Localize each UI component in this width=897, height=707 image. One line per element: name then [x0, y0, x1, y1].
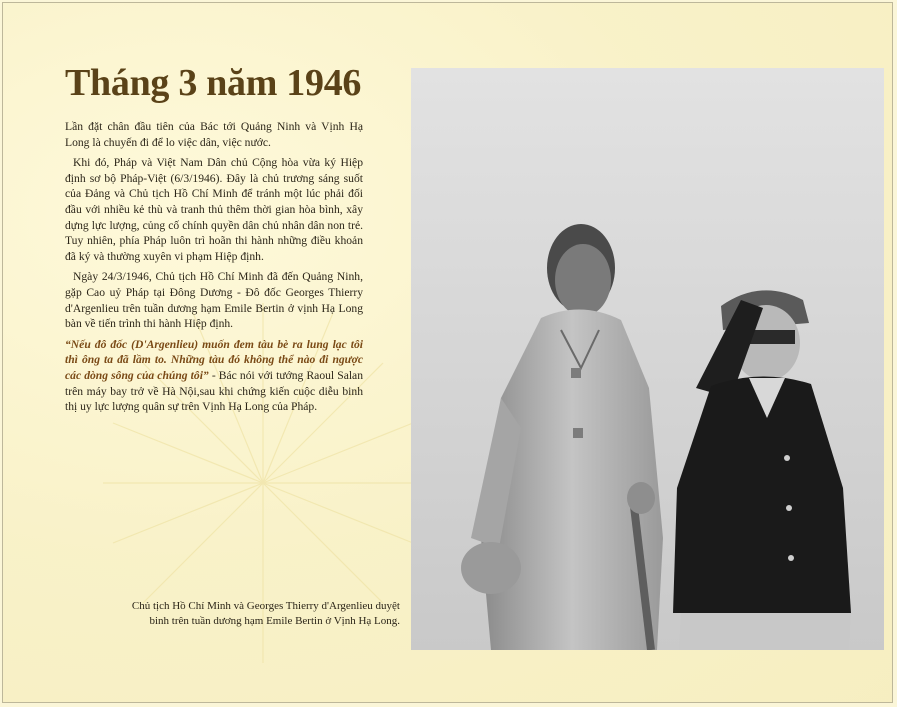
- paragraph-quote: [65, 337, 363, 415]
- page-title: Tháng 3 năm 1946: [65, 62, 362, 104]
- historical-photo: [411, 68, 884, 650]
- quote-attribution: - Bác nói với tướng Raoul Salan trên máy bay trở về Hà Nội,sau khi chứng kiến cuộc diễu binh thị uy lực lượng quân sự trên Vịnh Hạ Long của Pháp.: [65, 368, 364, 414]
- paragraph-intro: Lần đặt chân đầu tiên của Bác tới Quảng Ninh và Vịnh Hạ Long là chuyến đi để lo việc dân, việc nước.: [65, 120, 363, 149]
- paragraph-context: Khi đó, Pháp và Việt Nam Dân chủ Cộng hòa vừa ký Hiệp định sơ bộ Pháp-Việt (6/3/1946). Đây là chủ trương sáng suốt của Đảng và Chủ tịch Hồ Chí Minh để tránh một lúc phải đối đầu với nhiều kẻ thù và tranh thủ thêm thời gian hòa bình, xây dựng lực lượng, củng cố chính quyền dân chủ nhân dân non trẻ. Tuy nhiên, phía Pháp luôn trì hoãn thi hành những điều khoản đã ký và thường xuyên vi phạm Hiệp định.: [65, 156, 363, 263]
- quote-text: “Nếu đô đốc (D'Argenlieu) muốn đem tàu bè ra lung lạc tôi thì ông ta đã lầm to. Những tàu đó không thể nào đi ngược các dòng sông của chúng tôi”: [65, 337, 363, 382]
- article-body: [65, 119, 363, 420]
- photo-caption: Chủ tịch Hồ Chí Minh và Georges Thierry d'Argenlieu duyệt binh trên tuần dương hạm Emile Bertin ở Vịnh Hạ Long.: [131, 600, 400, 627]
- photo-figures: [411, 68, 884, 650]
- page: [2, 2, 893, 703]
- paragraph-meeting: Ngày 24/3/1946, Chủ tịch Hồ Chí Minh đã đến Quảng Ninh, gặp Cao uỷ Pháp tại Đông Dương - Đô đốc Georges Thierry d'Argenlieu trên tuần dương hạm Emile Bertin ở vịnh Hạ Long bàn về tiến trình thi hành Hiệp định.: [65, 270, 363, 331]
